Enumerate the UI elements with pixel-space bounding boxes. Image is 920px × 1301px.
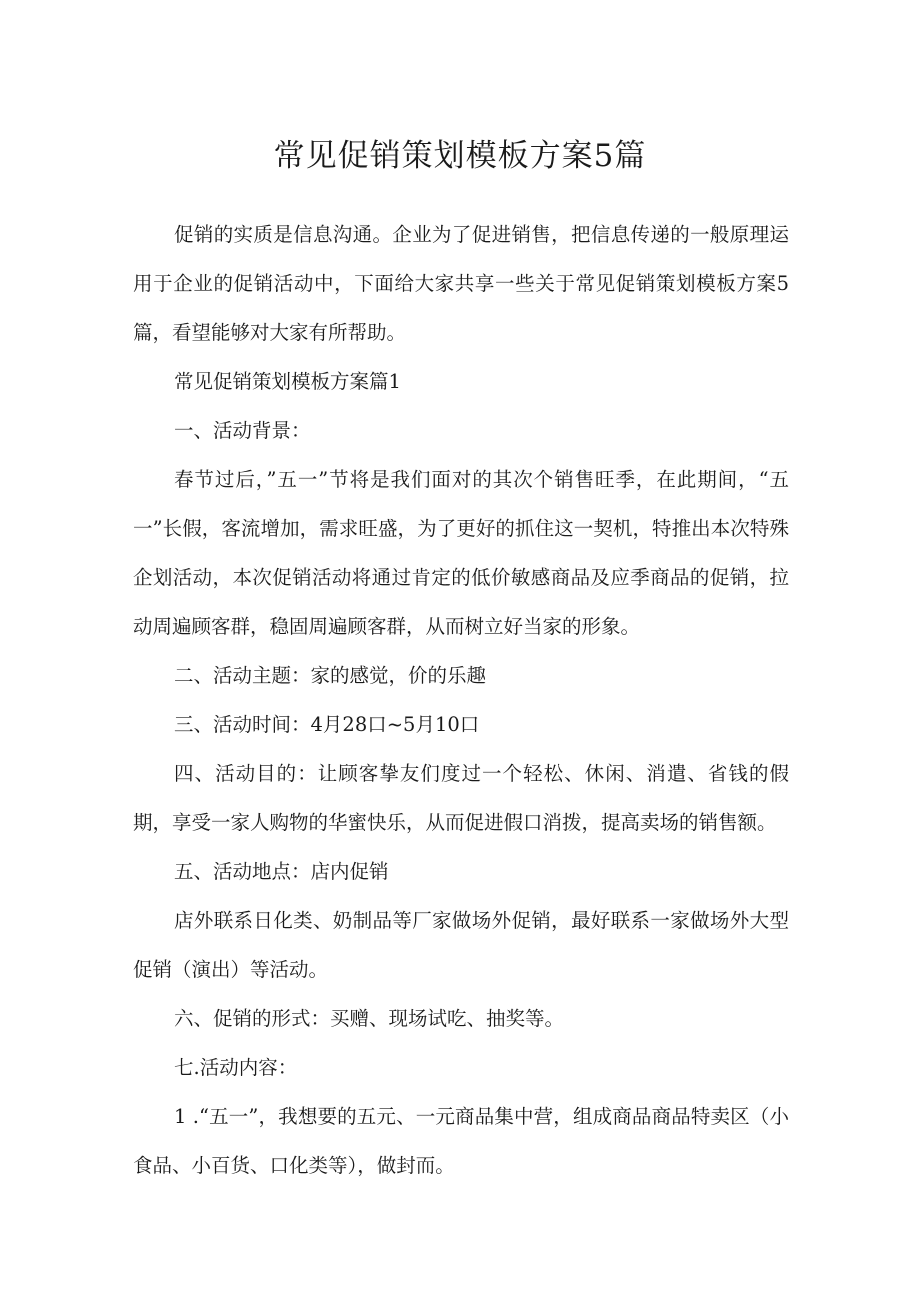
paragraph-background: 春节过后，”五一”节将是我们面对的其次个销售旺季，在此期间，“五一”长假，客流增加，需求旺盛，为了更好的抓住这一契机，特推出本次特殊企划活动，本次促销活动将通过肯定的低价敏感商品及应季商品的促销，拉动周遍顾客群，稳固周遍顾客群，从而树立好当家的形象。 xyxy=(133,468,789,638)
paragraph-background-heading: 一、活动背景： xyxy=(174,419,311,442)
paragraph-content-heading: 七.活动内容： xyxy=(174,1056,298,1079)
document-body xyxy=(133,210,789,1190)
paragraph-location: 五、活动地点：店内促销 xyxy=(174,860,389,883)
section-heading: 常见促销策划模板方案篇1 xyxy=(174,370,401,393)
paragraph-time: 三、活动时间：4月28口~5月10口 xyxy=(174,713,480,736)
intro-paragraph: 促销的实质是信息沟通。企业为了促进销售，把信息传递的一般原理运用于企业的促销活动中，下面给大家共享一些关于常见促销策划模板方案5篇，看望能够对大家有所帮助。 xyxy=(133,223,789,344)
paragraph-purpose: 四、活动目的：让顾客挚友们度过一个轻松、休闲、消遣、省钱的假期，享受一家人购物的华蜜快乐，从而促进假口消拨，提高卖场的销售额。 xyxy=(133,762,789,834)
paragraph-theme: 二、活动主题：家的感觉，价的乐趣 xyxy=(174,664,487,687)
paragraph-form: 六、促销的形式：买赠、现场试吃、抽奖等。 xyxy=(174,1007,565,1030)
page-title: 常见促销策划模板方案5篇 xyxy=(273,138,647,174)
paragraph-content-item-1: 1 .“五一”，我想要的五元、一元商品集中营，组成商品商品特卖区（小食品、小百货、口化类等），做封而。 xyxy=(133,1105,789,1177)
paragraph-outdoor: 店外联系日化类、奶制品等厂家做场外促销，最好联系一家做场外大型促销（演出）等活动。 xyxy=(133,909,789,981)
